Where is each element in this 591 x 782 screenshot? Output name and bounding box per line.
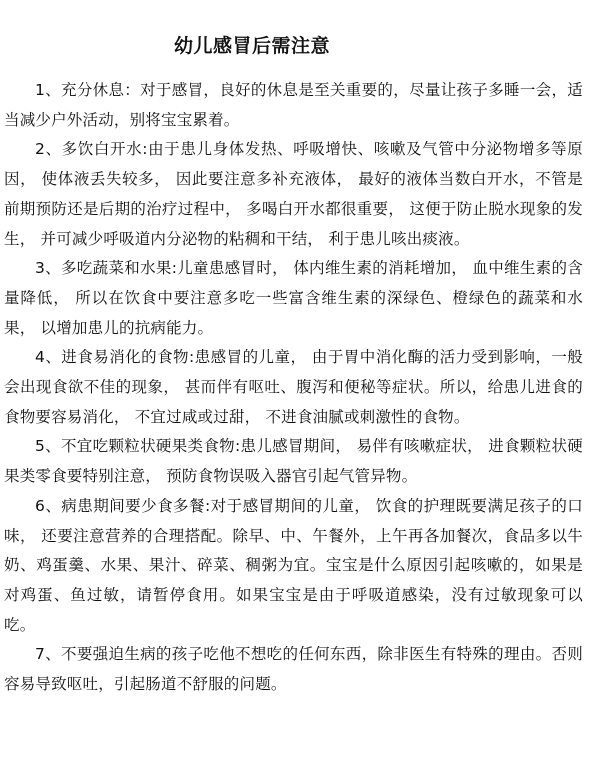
paragraph-digestible-food: 4、进食易消化的食物:患感冒的儿童， 由于胃中消化酶的活力受到影响，一般会出现食欲不佳的现象， 甚而伴有呕吐、腹泻和便秘等症状。所以，给患儿进食的食物要容易消化， 不宜过咸或过甜， 不进食油腻或刺激性的食物。: [4, 348, 583, 426]
paragraph-small-meals: 6、病患期间要少食多餐:对于感冒期间的儿童， 饮食的护理既要满足孩子的口味， 还要注意营养的合理搭配。除早、中、午餐外，上午再各加餐次，食品多以牛奶、鸡蛋羹、水果、果汁、碎菜、稠粥为宜。宝宝是什么原因引起咳嗽的，如果是对鸡蛋、鱼过敏，请暂停食用。如果宝宝是由于呼吸道感染，没有过敏现象可以吃。: [4, 496, 583, 634]
paragraph-rest: 1、充分休息：对于感冒，良好的休息是至关重要的，尽量让孩子多睡一会，适当减少户外活动，别将宝宝累着。: [4, 81, 583, 129]
paragraph-no-forced-eating: 7、不要强迫生病的孩子吃他不想吃的任何东西，除非医生有特殊的理由。否则容易导致呕吐，引起肠道不舒服的问题。: [4, 645, 583, 694]
document-title: 幼儿感冒后需注意: [174, 35, 331, 57]
paragraph-vegetables-fruit: 3、多吃蔬菜和水果:儿童患感冒时， 体内维生素的消耗增加， 血中维生素的含量降低， 所以在饮食中要注意多吃一些富含维生素的深绿色、橙绿色的蔬菜和水果， 以增加患儿的抗病能力。: [4, 259, 583, 337]
paragraph-water: 2、多饮白开水:由于患儿身体发热、呼吸增快、咳嗽及气管中分泌物增多等原因， 使体液丢失较多， 因此要注意多补充液体， 最好的液体当数白开水，不管是前期预防还是后期的治疗过程中， 多喝白开水都很重要， 这便于防止脱水现象的发生， 并可减少呼吸道内分泌物的粘稠和干结， 利于患儿咳出痰液。: [4, 140, 583, 248]
paragraph-no-hard-snacks: 5、不宜吃颗粒状硬果类食物:患儿感冒期间， 易伴有咳嗽症状， 进食颗粒状硬果类零食要特别注意， 预防食物误吸入器官引起气管异物。: [4, 437, 583, 486]
